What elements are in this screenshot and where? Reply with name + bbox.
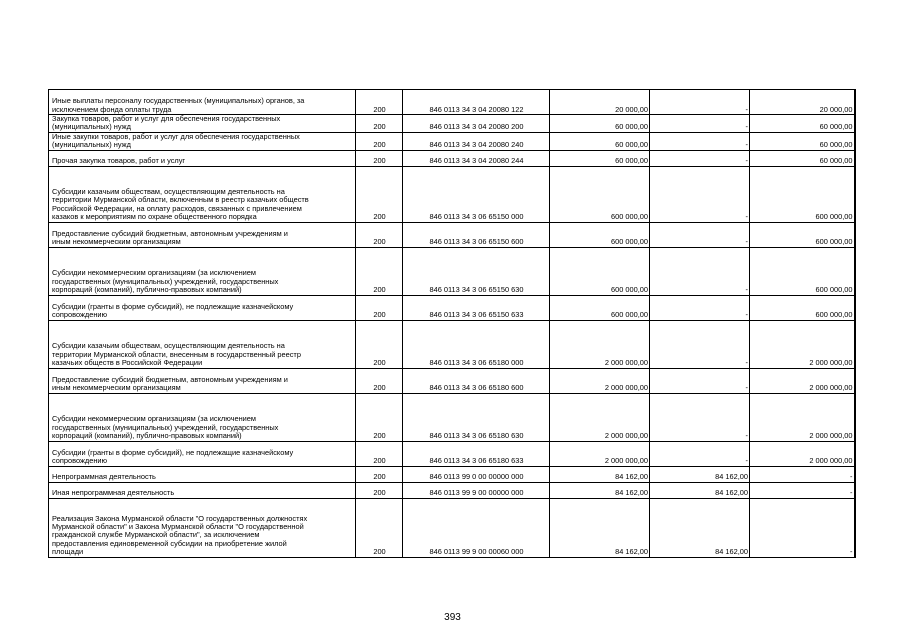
approved-amount-cell: 600 000,00 (550, 295, 650, 320)
page-number: 393 (444, 612, 461, 623)
classification-code-cell: 846 0113 99 0 00 00000 000 (403, 466, 550, 482)
executed-amount-cell: - (650, 150, 750, 166)
approved-amount-cell: 600 000,00 (550, 247, 650, 295)
approved-amount-cell: 84 162,00 (550, 482, 650, 498)
executed-amount-cell: - (650, 320, 750, 368)
expense-name-cell: Прочая закупка товаров, работ и услуг (49, 150, 356, 166)
admin-code-cell: 200 (356, 368, 403, 393)
admin-code-cell: 200 (356, 150, 403, 166)
executed-amount-cell: - (650, 90, 750, 115)
expense-name-cell: Субсидии казачьим обществам, осуществляющим деятельность на территории Мурманской области, включенным в реестр казачьих обществ Российской Федерации, на оплату расходов, связанных с привлечением казаков к мероприятиям по охране общественного порядка (49, 166, 356, 222)
classification-code-cell: 846 0113 34 3 06 65180 000 (403, 320, 550, 368)
admin-code-cell: 200 (356, 498, 403, 557)
classification-code-cell: 846 0113 34 3 04 20080 122 (403, 90, 550, 115)
table-row (49, 320, 855, 368)
table-row (49, 90, 855, 115)
table-row (49, 482, 855, 498)
executed-amount-cell: - (650, 295, 750, 320)
remaining-amount-cell: 60 000,00 (750, 150, 855, 166)
executed-amount-cell: - (650, 132, 750, 150)
budget-table-body (49, 90, 855, 558)
expense-name-cell: Реализация Закона Мурманской области "О государственных должностях Мурманской области" и Закона Мурманской области "О государственной гражданской службе Мурманской области", за исключением предоставления единовременной субсидии на приобретение жилой площади (49, 498, 356, 557)
approved-amount-cell: 60 000,00 (550, 115, 650, 133)
remaining-amount-cell: 60 000,00 (750, 132, 855, 150)
table-row (49, 222, 855, 247)
remaining-amount-cell: 2 000 000,00 (750, 320, 855, 368)
classification-code-cell: 846 0113 34 3 04 20080 244 (403, 150, 550, 166)
executed-amount-cell: 84 162,00 (650, 466, 750, 482)
approved-amount-cell: 2 000 000,00 (550, 368, 650, 393)
admin-code-cell: 200 (356, 393, 403, 441)
approved-amount-cell: 84 162,00 (550, 498, 650, 557)
remaining-amount-cell: 20 000,00 (750, 90, 855, 115)
classification-code-cell: 846 0113 34 3 06 65150 633 (403, 295, 550, 320)
expense-name-cell: Субсидии некоммерческим организациям (за исключением государственных (муниципальных) учреждений, государственных корпораций (компаний), публично-правовых компаний) (49, 393, 356, 441)
admin-code-cell: 200 (356, 320, 403, 368)
classification-code-cell: 846 0113 34 3 04 20080 240 (403, 132, 550, 150)
admin-code-cell: 200 (356, 90, 403, 115)
remaining-amount-cell: - (750, 498, 855, 557)
remaining-amount-cell: 2 000 000,00 (750, 393, 855, 441)
classification-code-cell: 846 0113 34 3 06 65150 600 (403, 222, 550, 247)
table-row (49, 132, 855, 150)
executed-amount-cell: - (650, 115, 750, 133)
expense-name-cell: Закупка товаров, работ и услуг для обеспечения государственных (муниципальных) нужд (49, 115, 356, 133)
table-row (49, 166, 855, 222)
table-row (49, 441, 855, 466)
table-row (49, 115, 855, 133)
executed-amount-cell: - (650, 166, 750, 222)
table-row (49, 393, 855, 441)
classification-code-cell: 846 0113 99 9 00 00000 000 (403, 482, 550, 498)
approved-amount-cell: 600 000,00 (550, 222, 650, 247)
approved-amount-cell: 2 000 000,00 (550, 393, 650, 441)
classification-code-cell: 846 0113 99 9 00 00060 000 (403, 498, 550, 557)
remaining-amount-cell: 2 000 000,00 (750, 441, 855, 466)
expense-name-cell: Субсидии казачьим обществам, осуществляющим деятельность на территории Мурманской области, внесенным в государственный реестр казачьих обществ в Российской Федерации (49, 320, 356, 368)
budget-table (48, 89, 856, 558)
executed-amount-cell: - (650, 441, 750, 466)
admin-code-cell: 200 (356, 132, 403, 150)
expense-name-cell: Предоставление субсидий бюджетным, автономным учреждениям и иным некоммерческим организациям (49, 368, 356, 393)
admin-code-cell: 200 (356, 247, 403, 295)
expense-name-cell: Непрограммная деятельность (49, 466, 356, 482)
remaining-amount-cell: 60 000,00 (750, 115, 855, 133)
remaining-amount-cell: 600 000,00 (750, 247, 855, 295)
table-row (49, 498, 855, 557)
executed-amount-cell: - (650, 247, 750, 295)
classification-code-cell: 846 0113 34 3 06 65180 630 (403, 393, 550, 441)
classification-code-cell: 846 0113 34 3 06 65180 633 (403, 441, 550, 466)
admin-code-cell: 200 (356, 482, 403, 498)
expense-name-cell: Иная непрограммная деятельность (49, 482, 356, 498)
executed-amount-cell: - (650, 368, 750, 393)
approved-amount-cell: 60 000,00 (550, 150, 650, 166)
expense-name-cell: Иные выплаты персоналу государственных (муниципальных) органов, за исключением фонда оплаты труда (49, 90, 356, 115)
expense-name-cell: Предоставление субсидий бюджетным, автономным учреждениям и иным некоммерческим организациям (49, 222, 356, 247)
remaining-amount-cell: 600 000,00 (750, 166, 855, 222)
table-row (49, 247, 855, 295)
approved-amount-cell: 60 000,00 (550, 132, 650, 150)
approved-amount-cell: 600 000,00 (550, 166, 650, 222)
admin-code-cell: 200 (356, 222, 403, 247)
approved-amount-cell: 84 162,00 (550, 466, 650, 482)
classification-code-cell: 846 0113 34 3 06 65150 630 (403, 247, 550, 295)
table-row (49, 466, 855, 482)
expense-name-cell: Субсидии некоммерческим организациям (за исключением государственных (муниципальных) учреждений, государственных корпораций (компаний), публично-правовых компаний) (49, 247, 356, 295)
admin-code-cell: 200 (356, 295, 403, 320)
classification-code-cell: 846 0113 34 3 06 65150 000 (403, 166, 550, 222)
executed-amount-cell: 84 162,00 (650, 482, 750, 498)
remaining-amount-cell: 600 000,00 (750, 295, 855, 320)
admin-code-cell: 200 (356, 115, 403, 133)
remaining-amount-cell: 2 000 000,00 (750, 368, 855, 393)
expense-name-cell: Иные закупки товаров, работ и услуг для обеспечения государственных (муниципальных) нужд (49, 132, 356, 150)
expense-name-cell: Субсидии (гранты в форме субсидий), не подлежащие казначейскому сопровождению (49, 441, 356, 466)
executed-amount-cell: - (650, 222, 750, 247)
remaining-amount-cell: 600 000,00 (750, 222, 855, 247)
approved-amount-cell: 2 000 000,00 (550, 441, 650, 466)
executed-amount-cell: - (650, 393, 750, 441)
executed-amount-cell: 84 162,00 (650, 498, 750, 557)
approved-amount-cell: 20 000,00 (550, 90, 650, 115)
admin-code-cell: 200 (356, 466, 403, 482)
admin-code-cell: 200 (356, 166, 403, 222)
classification-code-cell: 846 0113 34 3 06 65180 600 (403, 368, 550, 393)
remaining-amount-cell: - (750, 466, 855, 482)
remaining-amount-cell: - (750, 482, 855, 498)
expense-name-cell: Субсидии (гранты в форме субсидий), не подлежащие казначейскому сопровождению (49, 295, 356, 320)
table-row (49, 295, 855, 320)
approved-amount-cell: 2 000 000,00 (550, 320, 650, 368)
table-row (49, 150, 855, 166)
admin-code-cell: 200 (356, 441, 403, 466)
table-row (49, 368, 855, 393)
classification-code-cell: 846 0113 34 3 04 20080 200 (403, 115, 550, 133)
